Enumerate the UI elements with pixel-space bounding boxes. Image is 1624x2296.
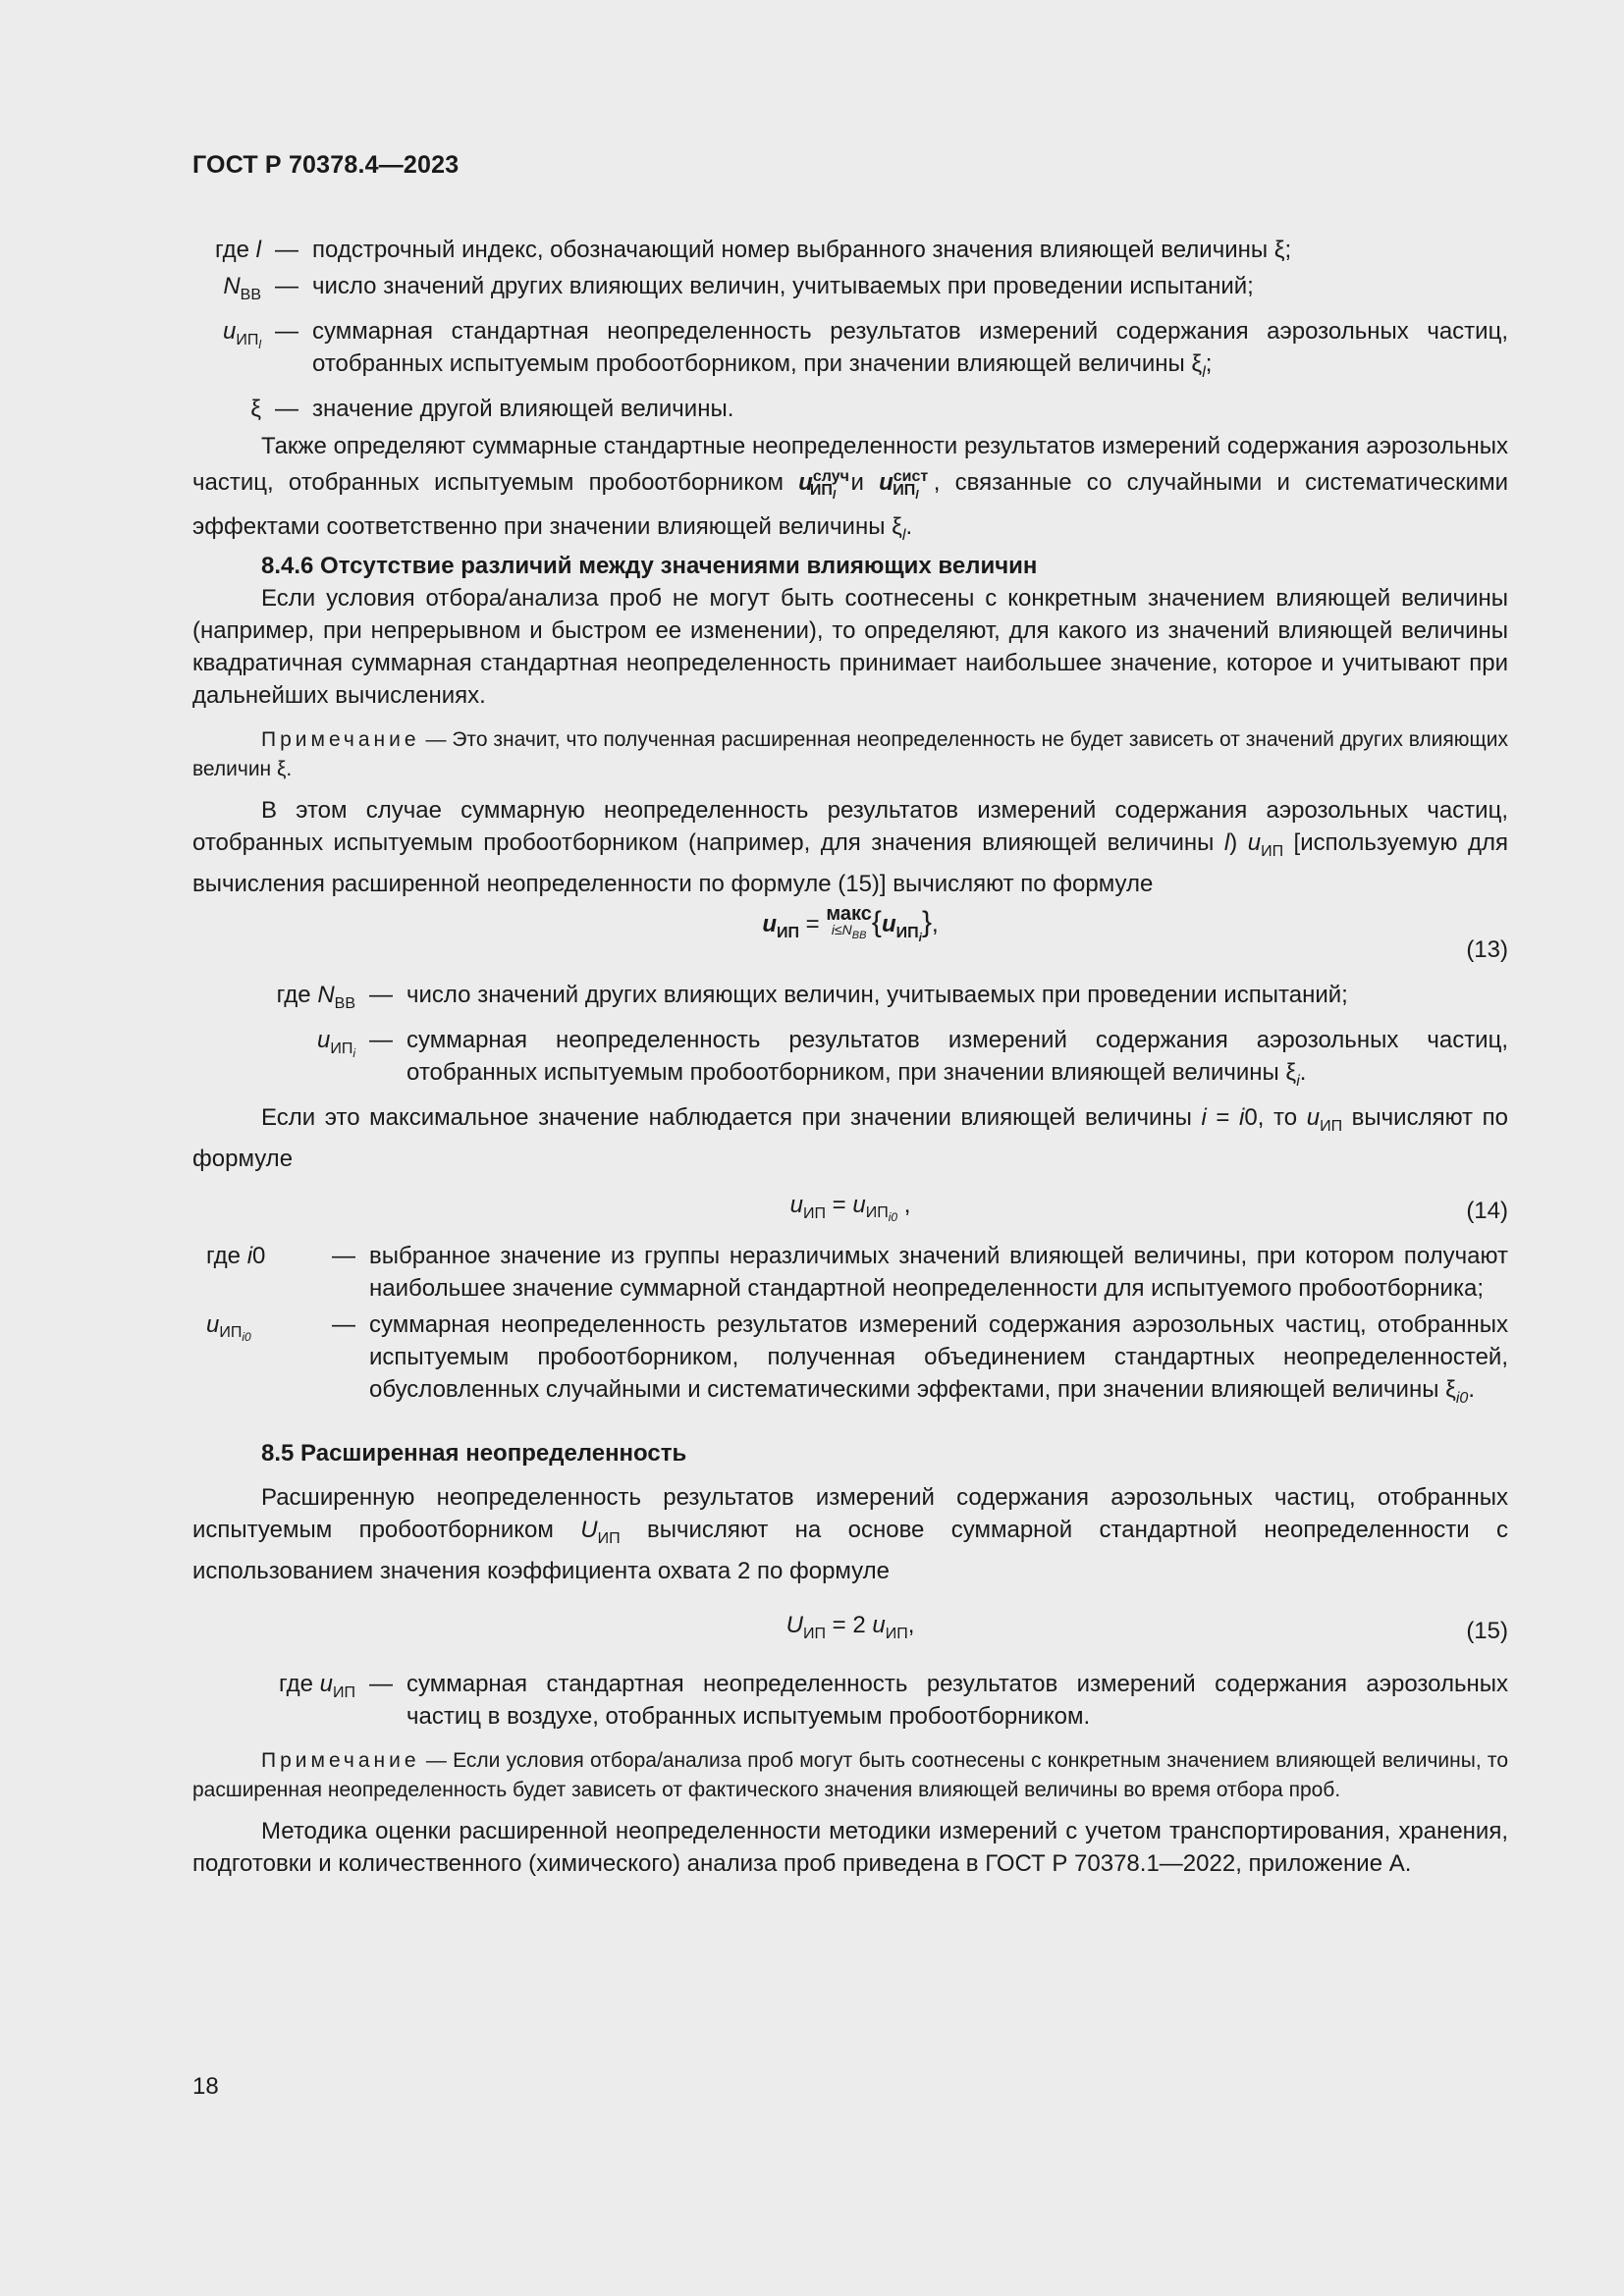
- paragraph-text: Также определяют суммарные стандартные неопределенности результатов измерений содержания аэрозольных частиц, отобранных испытуемым пробоотборником: [192, 432, 1508, 496]
- formula-u-sluch: $u^{случ}_{ИП_l}$: [798, 467, 849, 503]
- definition-text: значение другой влияющей величины.: [312, 395, 734, 422]
- definition-text: выбранное значение из группы неразличимых значений влияющей величины, при котором получают наибольшее значение суммарной стандартной неопределенности для испытуемого пробоотборника;: [369, 1242, 1508, 1302]
- document-code: ГОСТ Р 70378.4—2023: [192, 151, 460, 179]
- paragraph-if-maximum: Если это максимальное значение наблюдается при значении влияющей величины i = i0, то $u_{ИП}$ вычисляют по формуле: [192, 1103, 1508, 1172]
- formula-13-expression: $u_{ИП}$ = макс $i\le N_{ВВ}$ $\{u_{ИП_i}\}$,: [762, 903, 939, 945]
- where-word: где: [214, 237, 256, 263]
- dash: —: [369, 1026, 393, 1053]
- section-heading-8-4-6: 8.4.6 Отсутствие различий между значениями влияющих величин: [261, 553, 1038, 580]
- symbol-u-ip: где $u_{ИП}$: [278, 1671, 355, 1701]
- note-text: — Если условия отбора/анализа проб могут быть соотнесены с конкретным значением влияющей величины, то расширенная неопределенность будет зависеть от фактического значения влияющей величины во время отбора проб.: [192, 1749, 1508, 1802]
- definition-i0: [192, 1240, 1508, 1305]
- dash: —: [369, 982, 393, 1009]
- definitions-list-4: [192, 1668, 1508, 1733]
- definitions-list-1: [192, 234, 1508, 425]
- note-2: [192, 1746, 1508, 1805]
- dash: —: [332, 1242, 355, 1269]
- formula-14: [192, 1181, 1508, 1234]
- definitions-list-3: [192, 1240, 1508, 1415]
- paragraph-expanded-uncertainty: Расширенную неопределенность результатов измерений содержания аэрозольных частиц, отобранных испытуемым пробоотборником $U_{ИП}$ вычисляют на основе суммарной стандартной неопределенности с использованием значения коэффициента охвата 2 по формуле: [192, 1484, 1508, 1585]
- symbol-xi: ξ: [250, 395, 261, 422]
- section-heading-8-5: 8.5 Расширенная неопределенность: [261, 1440, 687, 1468]
- symbol-u-ip-i: $u_{ИП_i}$: [316, 1026, 355, 1060]
- definition-text: число значений других влияющих величин, учитываемых при проведении испытаний;: [406, 982, 1348, 1009]
- formula-14-number: (14): [1466, 1197, 1508, 1224]
- paragraph-combined-uncertainties: Также определяют суммарные стандартные неопределенности результатов измерений содержания аэрозольных частиц, отобранных испытуемым пробоотборником $u^{случ}_{ИП_l}$ и $u^{сист}_{ИП_l}$ , связанные со случайными и систематическими эффектами соответственно при значении влияющей величины $\xi_l$.: [192, 432, 1508, 544]
- symbol-u-ip-i0: $u_{ИП_{i0}}$: [206, 1310, 251, 1345]
- note-label: Примечание: [261, 1749, 420, 1773]
- definition-text: число значений других влияющих величин, учитываемых при проведении испытаний;: [312, 273, 1254, 299]
- formula-13: [192, 903, 1508, 973]
- definition-text: суммарная стандартная неопределенность результатов измерений содержания аэрозольных частиц, отобранных испытуемым пробоотборником, при значении влияющей величины $\xi_l$;: [312, 317, 1508, 381]
- note-text: — Это значит, что полученная расширенная неопределенность не будет зависеть от значений других влияющих величин ξ.: [192, 728, 1508, 781]
- formula-u-sist: $u^{сист}_{ИП_l}$: [879, 467, 929, 503]
- dash: —: [275, 317, 298, 345]
- symbol-nvv: $N_{ВВ}$: [223, 273, 261, 303]
- dash: —: [275, 237, 298, 263]
- formula-15-expression: $U_{ИП} = 2$ $u_{ИП}$,: [785, 1612, 915, 1642]
- definition-text: суммарная неопределенность результатов измерений содержания аэрозольных частиц, отобранных испытуемым пробоотборником, полученная объединением стандартных неопределенностей, обусловленных случайными и систематическими эффектами, при значении влияющей величины $\xi_{i0}$.: [369, 1310, 1508, 1407]
- definition-u-ip-i: [192, 1024, 1508, 1097]
- definition-xi: [192, 393, 1508, 425]
- dash: —: [369, 1671, 393, 1698]
- definition-text: подстрочный индекс, обозначающий номер выбранного значения влияющей величины ξ;: [312, 237, 1292, 263]
- definition-text: суммарная неопределенность результатов измерений содержания аэрозольных частиц, отобранных испытуемым пробоотборником, при значении влияющей величины $\xi_i$.: [406, 1026, 1508, 1090]
- definition-u-ip-i0: [192, 1308, 1508, 1415]
- dash: —: [332, 1310, 355, 1338]
- formula-13-number: (13): [1466, 936, 1508, 964]
- symbol-l: где l: [214, 237, 261, 263]
- dash: —: [275, 273, 298, 299]
- formula-15: [192, 1601, 1508, 1654]
- dash: —: [275, 395, 298, 422]
- definition-text: суммарная стандартная неопределенность результатов измерений содержания аэрозольных частиц в воздухе, отобранных испытуемым пробоотборником.: [406, 1671, 1508, 1731]
- definitions-list-2: [192, 979, 1508, 1097]
- definition-nvv: [192, 270, 1508, 311]
- page-content: [192, 234, 1508, 1880]
- formula-14-expression: $u_{ИП} = u_{ИП_{i0}}$ ,: [789, 1191, 911, 1225]
- definition-nvv-2: [192, 979, 1508, 1020]
- paragraph-text: и: [850, 468, 864, 496]
- note-label: Примечание: [261, 728, 420, 752]
- paragraph-method: Методика оценки расширенной неопределенности методики измерений с учетом транспортирования, хранения, подготовки и количественного (химического) анализа проб приведена в ГОСТ Р 70378.1—2022, приложение А.: [192, 1818, 1508, 1878]
- page-number: 18: [192, 2073, 219, 2100]
- symbol-nvv: где $N_{ВВ}$: [276, 982, 355, 1012]
- definition-u-ip: [192, 1668, 1508, 1733]
- symbol-u-ip-l: $u_{ИП_l}$: [222, 317, 261, 351]
- note-1: [192, 725, 1508, 784]
- paragraph-conditions: Если условия отбора/анализа проб не могут быть соотнесены с конкретным значением влияющей величины (например, при непрерывном и быстром ее изменении), то определяют, для какого из значений влияющей величины квадратичная суммарная стандартная неопределенность принимает наибольшее значение, которое и учитывают при дальнейших вычислениях.: [192, 585, 1508, 710]
- symbol-i0: где i0: [206, 1242, 266, 1269]
- definition-u-ip-l: [192, 315, 1508, 389]
- paragraph-in-this-case: В этом случае суммарную неопределенность результатов измерений содержания аэрозольных частиц, отобранных испытуемым пробоотборником (например, для значения влияющей величины l) $u_{ИП}$ [используемую для вычисления расширенной неопределенности по формуле (15)] вычисляют по формуле: [192, 797, 1508, 898]
- formula-15-number: (15): [1466, 1618, 1508, 1645]
- definition-l: [192, 234, 1508, 266]
